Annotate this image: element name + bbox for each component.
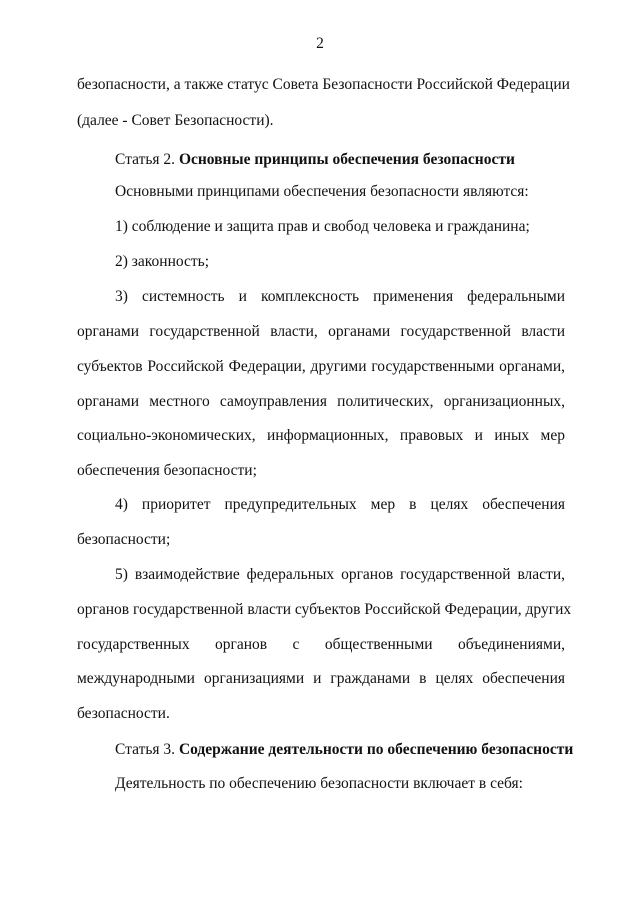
list-item: 3) системность и комплексность применения федеральными: [115, 288, 565, 305]
article-3-heading: [115, 741, 573, 759]
text-line: государственных органов с общественными объединениями,: [77, 636, 565, 653]
text-line: безопасности.: [77, 705, 170, 722]
list-item: 5) взаимодействие федеральных органов государственной власти,: [115, 566, 565, 583]
text-line: органов государственной власти субъектов Российской Федерации, других: [77, 601, 572, 618]
text-line: субъектов Российской Федерации, другими государственными органами,: [77, 358, 565, 375]
text-line: обеспечения безопасности;: [77, 462, 257, 479]
list-item: 2) законность;: [115, 253, 210, 270]
article-2-prefix: Статья 2.: [115, 151, 179, 168]
text-line: международными организациями и гражданами в целях обеспечения: [77, 670, 565, 687]
text-line: органами государственной власти, органами государственной власти: [77, 323, 565, 340]
text-line: (далее - Совет Безопасности).: [77, 112, 274, 129]
list-item: 4) приоритет предупредительных мер в целях обеспечения: [115, 496, 565, 513]
article-3-title: Содержание деятельности по обеспечению безопасности: [178, 741, 574, 758]
article-2-heading: [115, 151, 515, 169]
page-number: 2: [316, 35, 324, 52]
text-line: органами местного самоуправления политических, организационных,: [77, 393, 565, 410]
text-line: безопасности;: [77, 531, 171, 548]
text-line: безопасности, а также статус Совета Безопасности Российской Федерации: [77, 76, 570, 93]
list-item: 1) соблюдение и защита прав и свобод человека и гражданина;: [115, 218, 530, 235]
text-line: Деятельность по обеспечению безопасности включает в себя:: [115, 775, 523, 792]
text-line: социально-экономических, информационных, правовых и иных мер: [77, 427, 565, 444]
article-3-prefix: Статья 3.: [115, 741, 179, 758]
text-line: Основными принципами обеспечения безопасности являются:: [115, 183, 529, 200]
article-2-title: Основные принципы обеспечения безопасности: [178, 151, 515, 168]
